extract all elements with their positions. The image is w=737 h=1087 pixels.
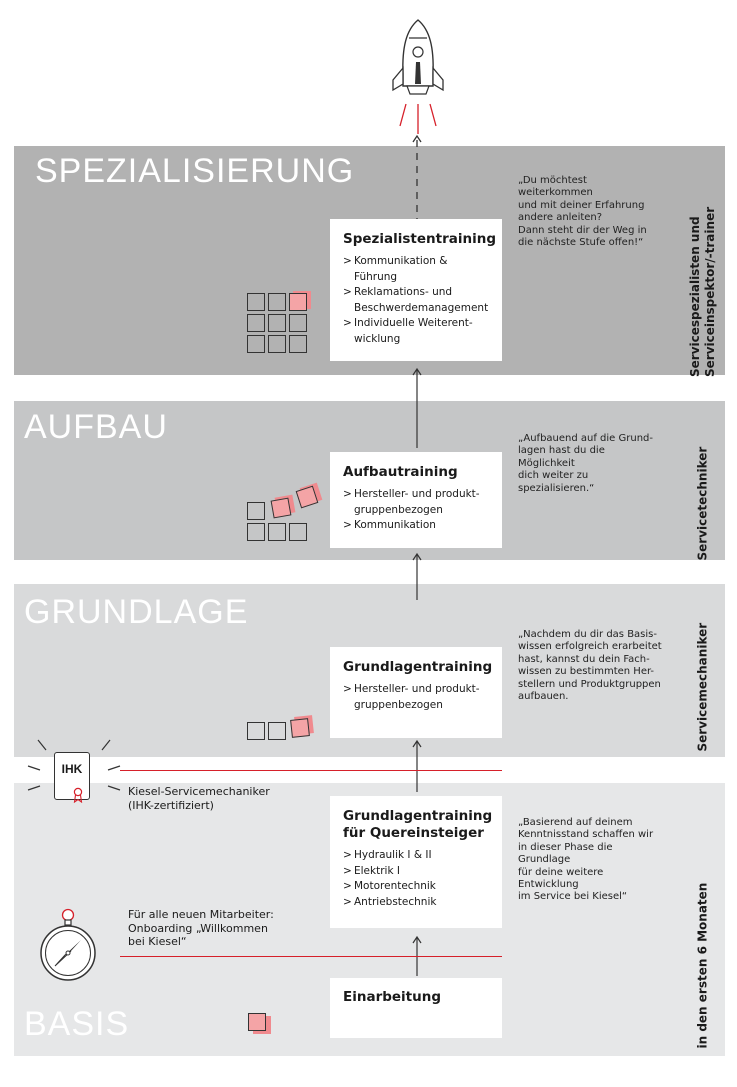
card-title: Grundlagentraining bbox=[343, 659, 493, 675]
compass-icon bbox=[38, 907, 98, 987]
card-title: Grundlagentraining für Quereinsteiger bbox=[343, 808, 493, 841]
role-spezialisierung: Servicespezialisten und Serviceinspektor/-trainer bbox=[688, 206, 717, 377]
section-title-grundlage: GRUNDLAGE bbox=[24, 593, 249, 631]
certificate-icon bbox=[54, 752, 90, 800]
role-aufbau: Servicetechniker bbox=[695, 446, 710, 561]
rocket-icon bbox=[380, 14, 456, 146]
role-basis: in den ersten 6 Monaten bbox=[695, 882, 710, 1049]
onboarding-label: Für alle neuen Mitarbeiter: Onboarding „Willkommen bei Kiesel“ bbox=[128, 908, 274, 948]
square bbox=[247, 335, 265, 353]
list-item: > Hydraulik I & II bbox=[343, 848, 492, 864]
quote-aufbau: „Aufbauend auf die Grund- lagen hast du die Möglichkeit dich weiter zu spezialisieren.“ bbox=[518, 433, 654, 494]
section-title-basis: BASIS bbox=[24, 1005, 130, 1043]
card-spezialistentraining bbox=[330, 219, 502, 361]
square bbox=[268, 523, 286, 541]
list-item: > Individuelle Weiterent-wicklung bbox=[343, 316, 492, 347]
section-title-spezialisierung: SPEZIALISIERUNG bbox=[35, 152, 355, 190]
square bbox=[247, 523, 265, 541]
card-grundlagentraining-quereinsteiger bbox=[330, 796, 502, 928]
square bbox=[247, 502, 265, 520]
square bbox=[268, 293, 286, 311]
square-highlight bbox=[289, 293, 307, 311]
square bbox=[289, 314, 307, 332]
card-einarbeitung bbox=[330, 978, 502, 1038]
square-highlight bbox=[248, 1013, 266, 1031]
card-aufbautraining bbox=[330, 452, 502, 548]
card-title: Einarbeitung bbox=[343, 989, 442, 1005]
quote-grundlage: „Nachdem du dir das Basis- wissen erfolgreich erarbeitet hast, kannst du dein Fach- wissen zu bestimmten Her- stellern und Produktgruppen aufbauen. bbox=[518, 629, 662, 703]
card-title: Aufbautraining bbox=[343, 464, 458, 480]
list-item: > Elektrik I bbox=[343, 864, 492, 880]
square-highlight bbox=[290, 718, 310, 738]
square bbox=[247, 293, 265, 311]
onboarding-line bbox=[120, 956, 502, 957]
square bbox=[247, 314, 265, 332]
square bbox=[247, 722, 265, 740]
list-item: > Hersteller- und produkt-gruppenbezogen bbox=[343, 682, 492, 713]
list-item: > Kommunikation & Führung bbox=[343, 254, 492, 285]
role-grundlage: Servicemechaniker bbox=[695, 622, 710, 752]
quote-basis: „Basierend auf deinem Kenntnisstand schaffen wir in dieser Phase die Grundlage für deine weitere Entwicklung im Service bei Kiesel“ bbox=[518, 817, 654, 903]
card-grundlagentraining bbox=[330, 647, 502, 738]
square bbox=[268, 314, 286, 332]
square bbox=[268, 722, 286, 740]
quote-spezialisierung: „Du möchtest weiterkommen und mit deiner Erfahrung andere anleiten? Dann steht dir der Weg in die nächste Stufe offen!“ bbox=[518, 175, 647, 249]
list-item: > Reklamations- und Beschwerdemanagement bbox=[343, 285, 492, 316]
square bbox=[289, 523, 307, 541]
list-item: > Kommunikation bbox=[343, 518, 492, 534]
card-title: Spezialistentraining bbox=[343, 231, 497, 247]
list-item: > Antriebstechnik bbox=[343, 895, 492, 911]
section-title-aufbau: AUFBAU bbox=[24, 408, 168, 446]
ribbon-icon bbox=[72, 787, 84, 803]
certificate-badge: IHK bbox=[61, 762, 83, 776]
square bbox=[289, 335, 307, 353]
square-highlight bbox=[271, 498, 292, 519]
list-item: > Hersteller- und produkt-gruppenbezogen bbox=[343, 487, 492, 518]
square bbox=[268, 335, 286, 353]
list-item: > Motorentechnik bbox=[343, 879, 492, 895]
certificate-line bbox=[120, 770, 502, 771]
certificate-label: Kiesel-Servicemechaniker (IHK-zertifiziert) bbox=[128, 785, 270, 812]
